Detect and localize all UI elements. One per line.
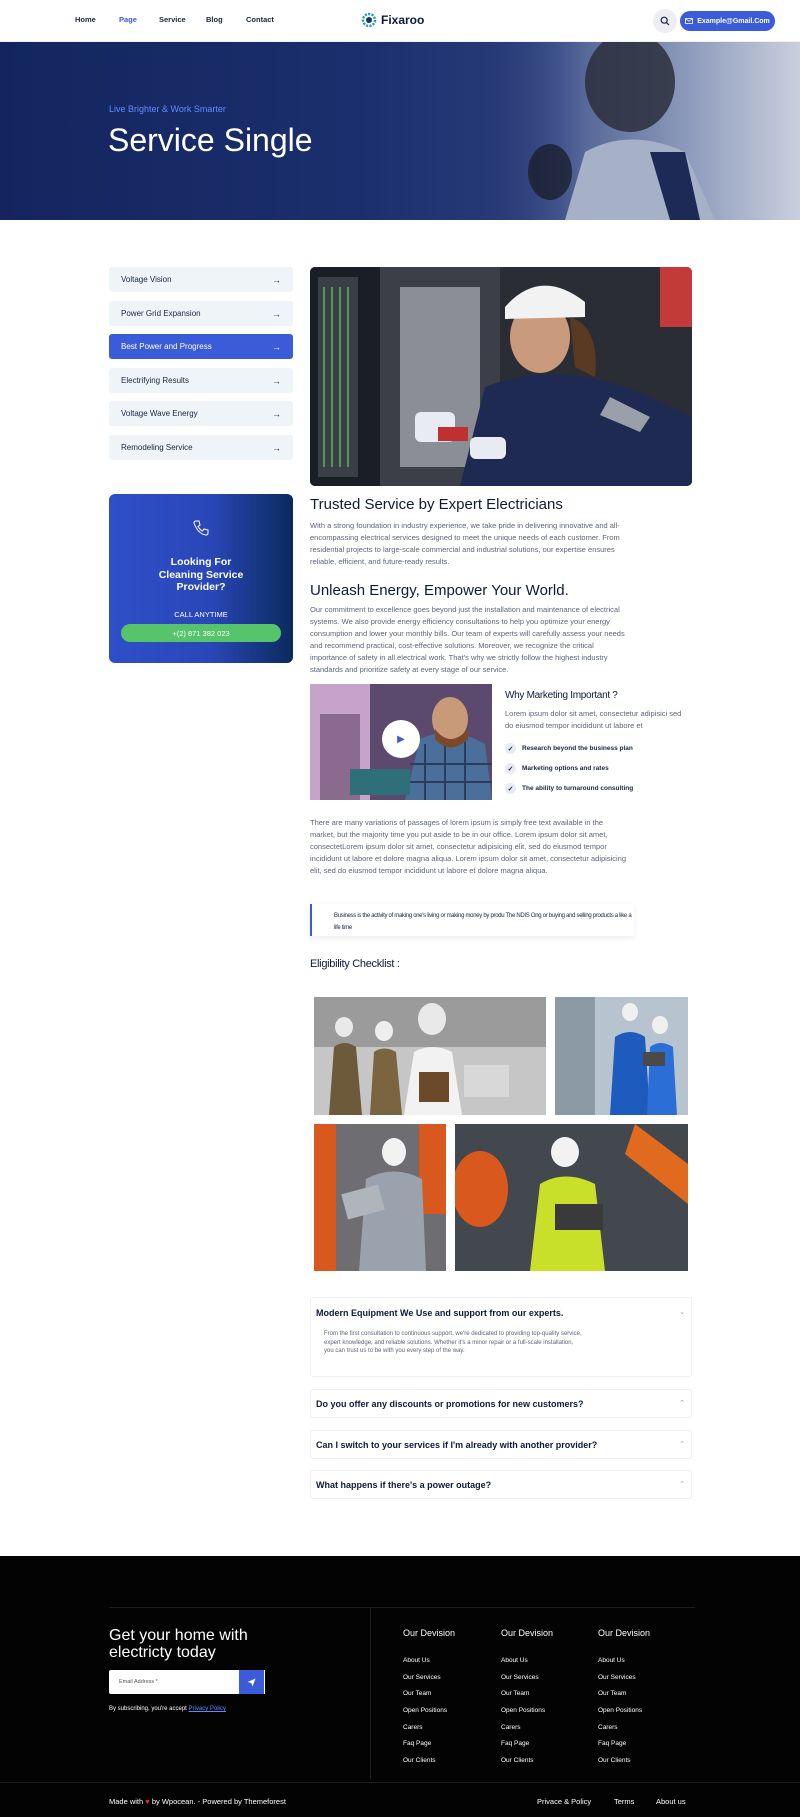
footer-link[interactable]: Open Positions bbox=[598, 1707, 643, 1714]
subscribe-note-text: By subscribing, you're accept bbox=[109, 1706, 187, 1712]
cta-title-text: Looking For Cleaning Service Provider? bbox=[158, 556, 244, 593]
paragraph-unleash: Our commitment to excellence goes beyond just the installation and maintenance of electrical systems. We also provide energy efficiency consultations to help you optimize your energy consumption and lower your monthly bills. Our team of experts will carefully assess your needs and recommend practical, cost-effective solutions. Moreover, we recognize the critical importance of safety in all electrical work. That's why we strictly follow the highest industry standards and prioritize safety at every stage of our service. bbox=[310, 605, 625, 674]
nav-blog[interactable]: Blog bbox=[206, 15, 223, 24]
play-icon: ▶ bbox=[397, 733, 405, 745]
arrow-right-icon: → bbox=[272, 308, 281, 319]
phone-icon bbox=[192, 519, 210, 537]
cta-title bbox=[109, 556, 293, 594]
checklist-item bbox=[505, 743, 633, 754]
footer-link[interactable]: Carers bbox=[598, 1724, 618, 1731]
footer-column-title: Our Devision bbox=[598, 1628, 651, 1638]
paragraph-variations: There are many variations of passages of lorem ipsum is simply free text available in the market, but the majority time you put aside to be in our office. Lorem ipsum dolor sit amet, consectetLorem ipsum dolor sit amet, consectetur adipisicing elit, sed do eiusmod tempor incididunt ut labore et dolore magna aliqua. Lorem ipsum dolor sit amet, consectetur adipisicing elit, sed do eiusmod tempor incididunt ut labore et dolore magna aliqua. bbox=[310, 818, 627, 875]
cta-call-label: CALL ANYTIME bbox=[174, 610, 228, 619]
checklist-item bbox=[505, 783, 633, 794]
faq-item-open[interactable] bbox=[310, 1297, 692, 1377]
sidebar-item-electrifying[interactable] bbox=[109, 368, 293, 393]
arrow-right-icon: → bbox=[272, 408, 281, 419]
checklist-label: The ability to turnaround consulting bbox=[522, 785, 634, 792]
subscribe-note bbox=[109, 1706, 226, 1712]
nav-service[interactable]: Service bbox=[159, 15, 186, 24]
nav-contact[interactable]: Contact bbox=[246, 15, 274, 24]
footer-link[interactable]: Faq Page bbox=[501, 1740, 530, 1747]
faq-item[interactable] bbox=[310, 1389, 692, 1418]
sidebar-item-label: Voltage Wave Energy bbox=[121, 409, 198, 418]
check-icon: ✓ bbox=[505, 783, 516, 794]
chevron-up-icon[interactable]: ⌃ bbox=[679, 1400, 685, 1407]
footer-divider bbox=[109, 1607, 695, 1608]
email-input[interactable]: Email Address * bbox=[109, 1670, 265, 1694]
gallery-image-engineer-laptop bbox=[314, 1124, 446, 1271]
footer-link[interactable]: Our Clients bbox=[598, 1757, 631, 1764]
paragraph-trusted: With a strong foundation in industry experience, we take pride in delivering innovative and all-encompassing electrical services designed to meet the unique needs of each customer. From residential projects to large-scale commercial and industrial solutions, our expertise ensures reliable, efficient, and future-ready results. bbox=[310, 521, 620, 566]
chevron-up-icon[interactable]: ⌃ bbox=[679, 1481, 685, 1488]
footer-link[interactable]: Carers bbox=[501, 1724, 521, 1731]
brand-logo[interactable] bbox=[361, 12, 424, 28]
footer-column-title: Our Devision bbox=[501, 1628, 554, 1638]
footer-link[interactable]: Our Team bbox=[598, 1690, 627, 1697]
eligibility-heading: Eligibility Checklist : bbox=[310, 958, 400, 970]
checklist-item bbox=[505, 763, 609, 774]
sidebar-item-voltage-vision[interactable] bbox=[109, 267, 293, 292]
footer-link[interactable]: Our Clients bbox=[403, 1757, 436, 1764]
footer-terms-link[interactable]: Terms bbox=[614, 1797, 635, 1806]
search-icon bbox=[660, 16, 670, 26]
why-marketing-title: Why Marketing Important ? bbox=[505, 690, 618, 701]
gallery-image-team bbox=[314, 997, 546, 1115]
checklist-label: Marketing options and rates bbox=[522, 765, 609, 772]
footer-vertical-divider bbox=[370, 1607, 371, 1779]
footer-link[interactable]: About Us bbox=[403, 1657, 430, 1664]
sidebar-item-label: Voltage Vision bbox=[121, 275, 172, 284]
contact-cta-card bbox=[109, 494, 293, 663]
footer-link[interactable]: Our Clients bbox=[501, 1757, 534, 1764]
footer-link[interactable]: Our Services bbox=[403, 1674, 441, 1681]
play-button[interactable] bbox=[382, 720, 420, 758]
send-icon bbox=[247, 1678, 256, 1687]
faq-question[interactable]: Do you offer any discounts or promotions for new customers? bbox=[316, 1399, 584, 1409]
sidebar-item-label: Remodeling Service bbox=[121, 443, 193, 452]
hero-banner bbox=[0, 42, 800, 220]
faq-item[interactable] bbox=[310, 1470, 692, 1499]
check-icon: ✓ bbox=[505, 763, 516, 774]
nav-page[interactable]: Page bbox=[119, 15, 137, 24]
site-header bbox=[0, 0, 800, 42]
footer-bottom-divider bbox=[0, 1782, 800, 1783]
subscribe-button[interactable] bbox=[239, 1670, 264, 1694]
chevron-down-icon[interactable]: ⌄ bbox=[679, 1309, 685, 1316]
section-heading-trusted: Trusted Service by Expert Electricians bbox=[310, 496, 563, 513]
footer-column-title: Our Devision bbox=[403, 1628, 456, 1638]
electrician-main-image bbox=[310, 267, 692, 486]
email-button[interactable] bbox=[680, 11, 775, 31]
faq-question[interactable]: Modern Equipment We Use and support from our experts. bbox=[316, 1308, 564, 1318]
site-footer bbox=[0, 1556, 800, 1817]
footer-link[interactable]: Our Services bbox=[598, 1674, 636, 1681]
sidebar-item-label: Best Power and Progress bbox=[121, 342, 212, 351]
footer-link[interactable]: Our Team bbox=[501, 1690, 530, 1697]
gallery-image-robotics bbox=[455, 1124, 688, 1271]
quote-text: Business is the activity of making one's living or making money by produ The NDIS Ong or buying and selling products a like a life time bbox=[334, 913, 632, 931]
footer-link[interactable]: Our Services bbox=[501, 1674, 539, 1681]
search-button[interactable] bbox=[653, 9, 677, 33]
footer-link[interactable]: About Us bbox=[501, 1657, 528, 1664]
footer-link[interactable]: Open Positions bbox=[501, 1707, 546, 1714]
hero-subtitle: Live Brighter & Work Smarter bbox=[109, 104, 226, 114]
sidebar-item-voltage-wave[interactable] bbox=[109, 401, 293, 426]
sidebar-item-remodeling[interactable] bbox=[109, 435, 293, 460]
video-thumbnail[interactable] bbox=[310, 684, 492, 800]
faq-question[interactable]: What happens if there's a power outage? bbox=[316, 1480, 492, 1490]
footer-link[interactable]: Faq Page bbox=[598, 1740, 627, 1747]
footer-link[interactable]: Carers bbox=[403, 1724, 423, 1731]
sidebar-item-best-power[interactable] bbox=[109, 334, 293, 359]
arrow-right-icon: → bbox=[272, 341, 281, 352]
faq-item[interactable] bbox=[310, 1430, 692, 1459]
mail-icon bbox=[685, 18, 693, 24]
faq-answer: From the first consultation to continuous support, we're dedicated to providing top-quality service, expert knowledge, and reliable solutions. Whether it's a minor repair or a full-scale installation, you can trust us to be with you every step of the way. bbox=[324, 1331, 582, 1354]
copyright-prefix: Made with bbox=[109, 1797, 144, 1806]
footer-title: Get your home with electricty today bbox=[109, 1627, 248, 1661]
faq-question[interactable]: Can I switch to your services if I'm already with another provider? bbox=[316, 1440, 598, 1450]
footer-privacy-link[interactable]: Privace & Policy bbox=[537, 1797, 592, 1806]
sidebar-item-power-grid[interactable] bbox=[109, 301, 293, 326]
copyright-suffix: by Wpocean. - Powered by Themeforest bbox=[151, 1797, 286, 1806]
arrow-right-icon: → bbox=[272, 442, 281, 453]
page-title: Service Single bbox=[108, 122, 313, 158]
copyright bbox=[109, 1797, 286, 1806]
sidebar-item-label: Electrifying Results bbox=[121, 376, 190, 385]
checklist-label: Research beyond the business plan bbox=[522, 745, 633, 752]
gear-logo-icon bbox=[361, 12, 377, 28]
arrow-right-icon: → bbox=[272, 375, 281, 386]
check-icon: ✓ bbox=[505, 743, 516, 754]
nav-home[interactable]: Home bbox=[75, 15, 96, 24]
blockquote bbox=[310, 904, 634, 936]
privacy-policy-link[interactable]: Privacy Policy bbox=[188, 1706, 226, 1712]
footer-link[interactable]: Open Positions bbox=[403, 1707, 448, 1714]
footer-link[interactable]: Faq Page bbox=[403, 1740, 432, 1747]
footer-link[interactable]: About Us bbox=[598, 1657, 625, 1664]
sidebar-item-label: Power Grid Expansion bbox=[121, 309, 201, 318]
brand-name: Fixaroo bbox=[381, 13, 425, 27]
section-heading-unleash: Unleash Energy, Empower Your World. bbox=[310, 582, 569, 599]
gallery-image-factory bbox=[555, 997, 688, 1115]
hero-worker-image bbox=[470, 42, 800, 220]
footer-link[interactable]: Our Team bbox=[403, 1690, 432, 1697]
email-label: Example@Gmail.Com bbox=[697, 17, 770, 25]
phone-number-button[interactable]: +(2) 871 382 023 bbox=[121, 624, 281, 642]
heart-icon: ♥ bbox=[145, 1797, 150, 1806]
footer-about-link[interactable]: About us bbox=[656, 1797, 686, 1806]
chevron-up-icon[interactable]: ⌃ bbox=[679, 1441, 685, 1448]
arrow-right-icon: → bbox=[272, 274, 281, 285]
why-marketing-text: Lorem ipsum dolor sit amet, consectetur adipisici sed do eiusmod tempor incididunt ut labore et bbox=[505, 709, 682, 730]
